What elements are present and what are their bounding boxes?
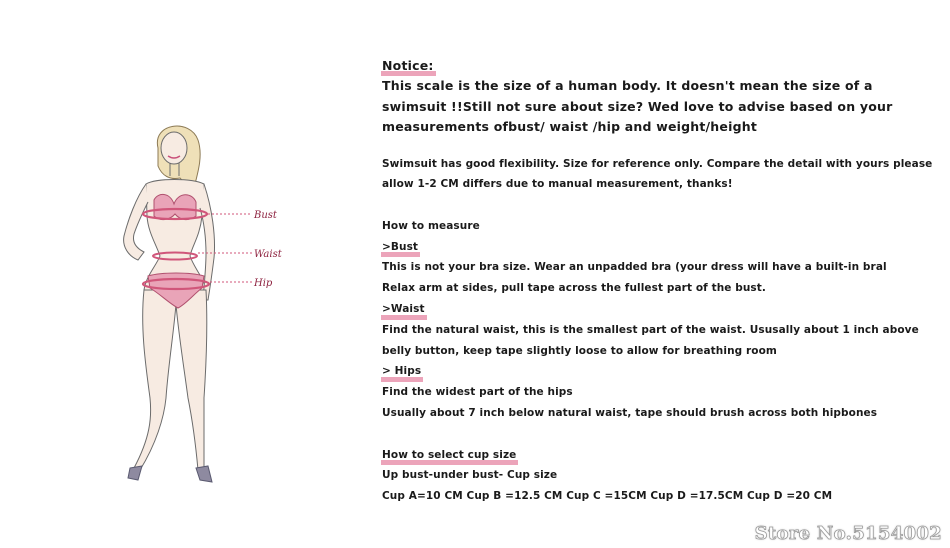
- hips-line-1: Find the widest part of the hips: [382, 386, 573, 399]
- waist-line-1: Find the natural waist, this is the smallest part of the waist. Ususally about 1 inch above: [382, 323, 919, 336]
- left-arm: [124, 184, 148, 260]
- bust-title-row: [382, 237, 927, 258]
- bust-line-2: Relax arm at sides, pull tape across the fullest part of the bust.: [382, 282, 766, 295]
- size-guide-text: [382, 56, 933, 507]
- bust-title: >Bust: [382, 237, 418, 258]
- cup-line-1: Up bust-under bust- Cup size: [382, 469, 558, 482]
- body-measurement-illustration: [100, 118, 300, 498]
- notice-intro-3: measurements ofbust/ waist /hip and weight/height: [382, 119, 757, 134]
- notice-title: Notice:: [382, 56, 434, 76]
- hips-title-row: [382, 361, 927, 382]
- notice-intro-1: This scale is the size of a human body. It doesn't mean the size of a: [382, 78, 873, 93]
- bust-label: Bust: [254, 210, 277, 221]
- hips-line-2: Usually about 7 inch below natural waist, tape should brush across both hipbones: [382, 407, 878, 420]
- waist-label: Waist: [254, 249, 282, 260]
- flexibility-line-1: Swimsuit has good flexibility. Size for reference only. Compare the detail with yours please: [382, 157, 933, 170]
- hip-label: Hip: [254, 278, 273, 289]
- cup-title-row: [382, 445, 927, 466]
- legs: [134, 290, 207, 470]
- measure-heading: How to measure: [382, 219, 480, 232]
- waist-title: >Waist: [382, 299, 425, 320]
- bust-line-1: This is not your bra size. Wear an unpadded bra (your dress will have a built-in bral: [382, 261, 887, 274]
- notice-title-row: [382, 56, 927, 76]
- waist-line-2: belly button, keep tape slightly loose to allow for breathing room: [382, 344, 777, 357]
- flexibility-line-2: allow 1-2 CM differs due to manual measurement, thanks!: [382, 178, 733, 191]
- store-watermark: Store No.5154002: [754, 523, 942, 544]
- notice-intro-2: swimsuit !!Still not sure about size? Wed love to advise based on your: [382, 98, 893, 114]
- hips-title: > Hips: [382, 361, 421, 382]
- waist-title-row: [382, 299, 927, 320]
- body-figure-svg: [100, 118, 300, 498]
- cup-title: How to select cup size: [382, 445, 516, 466]
- cup-line-2: Cup A=10 CM Cup B =12.5 CM Cup C =15CM Cup D =17.5CM Cup D =20 CM: [382, 490, 833, 503]
- head: [161, 132, 187, 164]
